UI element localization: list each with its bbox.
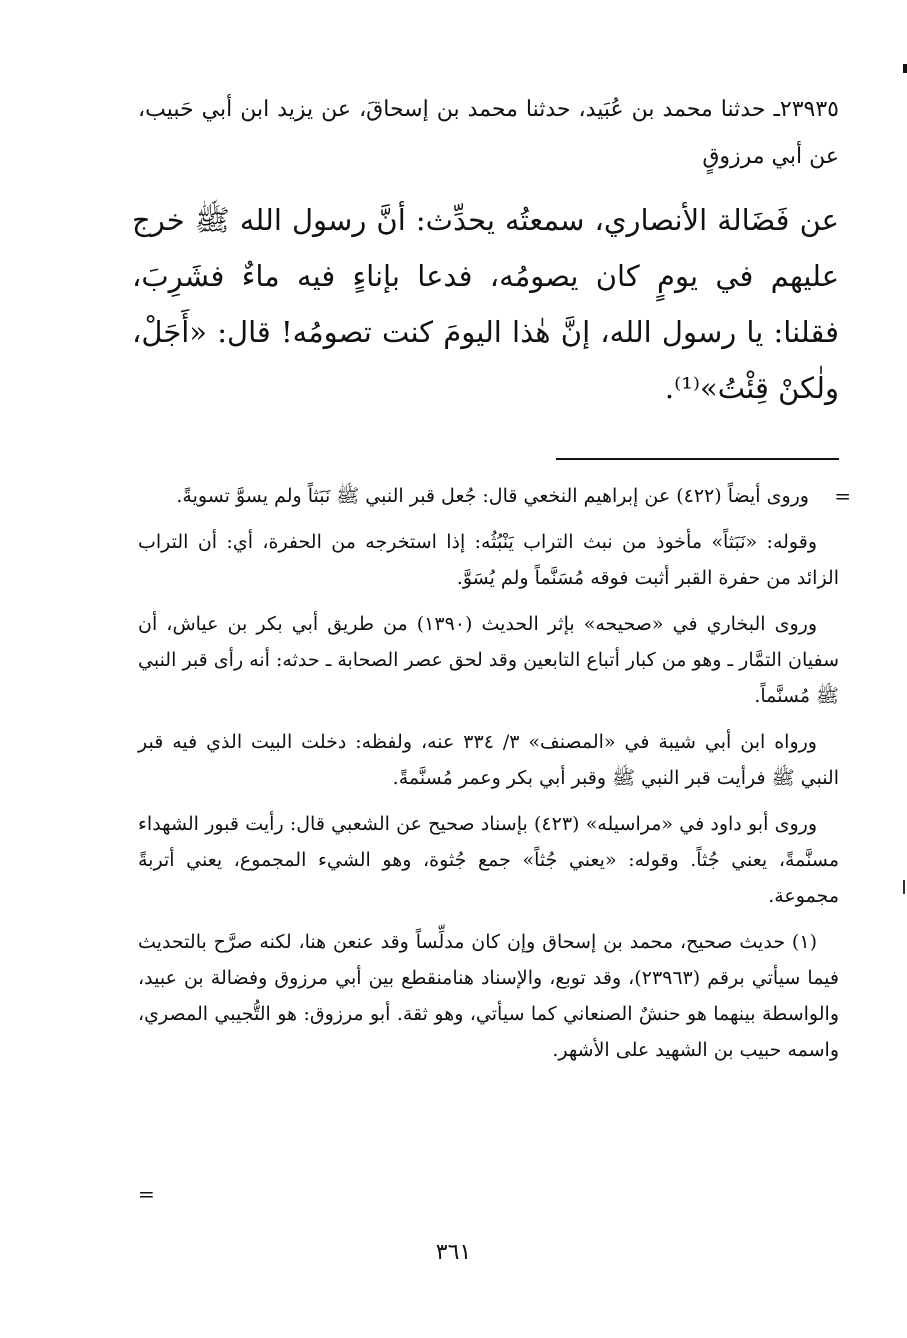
footnote-paragraph: ورواه ابن أبي شيبة في «المصنف» ٣/ ٣٣٤ عنه، ولفظه: دخلت البيت الذي فيه قبر النبي ﷺ فرأيت قبر النبي ﷺ وقبر أبي بكر وعمر مُسنَّمةً.	[138, 731, 839, 789]
footnotes	[138, 478, 839, 1078]
footnote-paragraph: وروى البخاري في «صحيحه» بإثر الحديث (١٣٩٠) من طريق أبي بكر بن عياش، أن سفيان التمَّار ـ وهو من كبار أتباع التابعين وقد لحق عصر الصحابة ـ حدثه: أنه رأى قبر النبي ﷺ مُسنَّماً.	[138, 613, 839, 707]
footnote-separator	[556, 458, 839, 460]
scan-edge-mark	[903, 64, 907, 73]
footnote-end-mark: =	[138, 1182, 155, 1206]
footnote-paragraph: وروى أبو داود في «مراسيله» (٤٢٣) بإسناد صحيح عن الشعبي قال: رأيت قبور الشهداء مسنَّمةً، يعني جُثاً. وقوله: «يعني جُثاً» جمع جُثوة، وهو الشيء المجموع، يعني أتربةً مجموعة.	[138, 813, 839, 907]
hadith-intro: ٢٣٩٣٥ـ حدثنا محمد بن عُبَيد، حدثنا محمد بن إسحاقَ، عن يزيد ابن أبي حَبيب، عن أبي مرزوقٍ	[138, 97, 839, 169]
page-number: ٣٦١	[435, 1240, 472, 1265]
footnote-paragraph: وروى أيضاً (٤٢٢) عن إبراهيم النخعي قال: جُعل قبر النبي ﷺ نَبَثاً ولم يسوَّ تسويةً.	[176, 485, 809, 507]
footnote-1: (١) حديث صحيح، محمد بن إسحاق وإن كان مدلِّساً وقد عنعن هنا، لكنه صرَّح بالتحديث فيما سيأتي برقم (٢٣٩٦٣)، وقد توبع، والإسناد هنامنقطع بين أبي مرزوق وفضالة بن عبيد، والواسطة بينهما هو حنشٌ الصنعاني كما سيأتي، وهو ثقة. أبو مرزوق: هو التُّجيبي المصري، واسمه حبيب بن الشهيد على الأشهر.	[138, 931, 839, 1061]
scan-edge-tick	[903, 880, 905, 894]
footnote-paragraph: وقوله: «نَبَثاً» مأخوذ من نبث التراب يَنْبُثُه: إذا استخرجه من الحفرة، أي: أن التراب الزائد من حفرة القبر أثبت فوقه مُسَنَّماً ولم يُسَوَّ.	[138, 531, 839, 589]
footnote-continuation-mark: =	[834, 484, 851, 508]
hadith-text: عن فَضَالة الأنصاري، سمعتُه يحدِّث: أنَّ رسول الله ﷺ خرج عليهم في يومٍ كان يصومُه، فدعا بإناءٍ فيه ماءٌ فشَرِبَ، فقلنا: يا رسول الله، إنَّ هٰذا اليومَ كنت تصومُه! قال: «أَجَلْ، ولٰكنْ قِئْتُ»⁽¹⁾.	[132, 203, 839, 405]
